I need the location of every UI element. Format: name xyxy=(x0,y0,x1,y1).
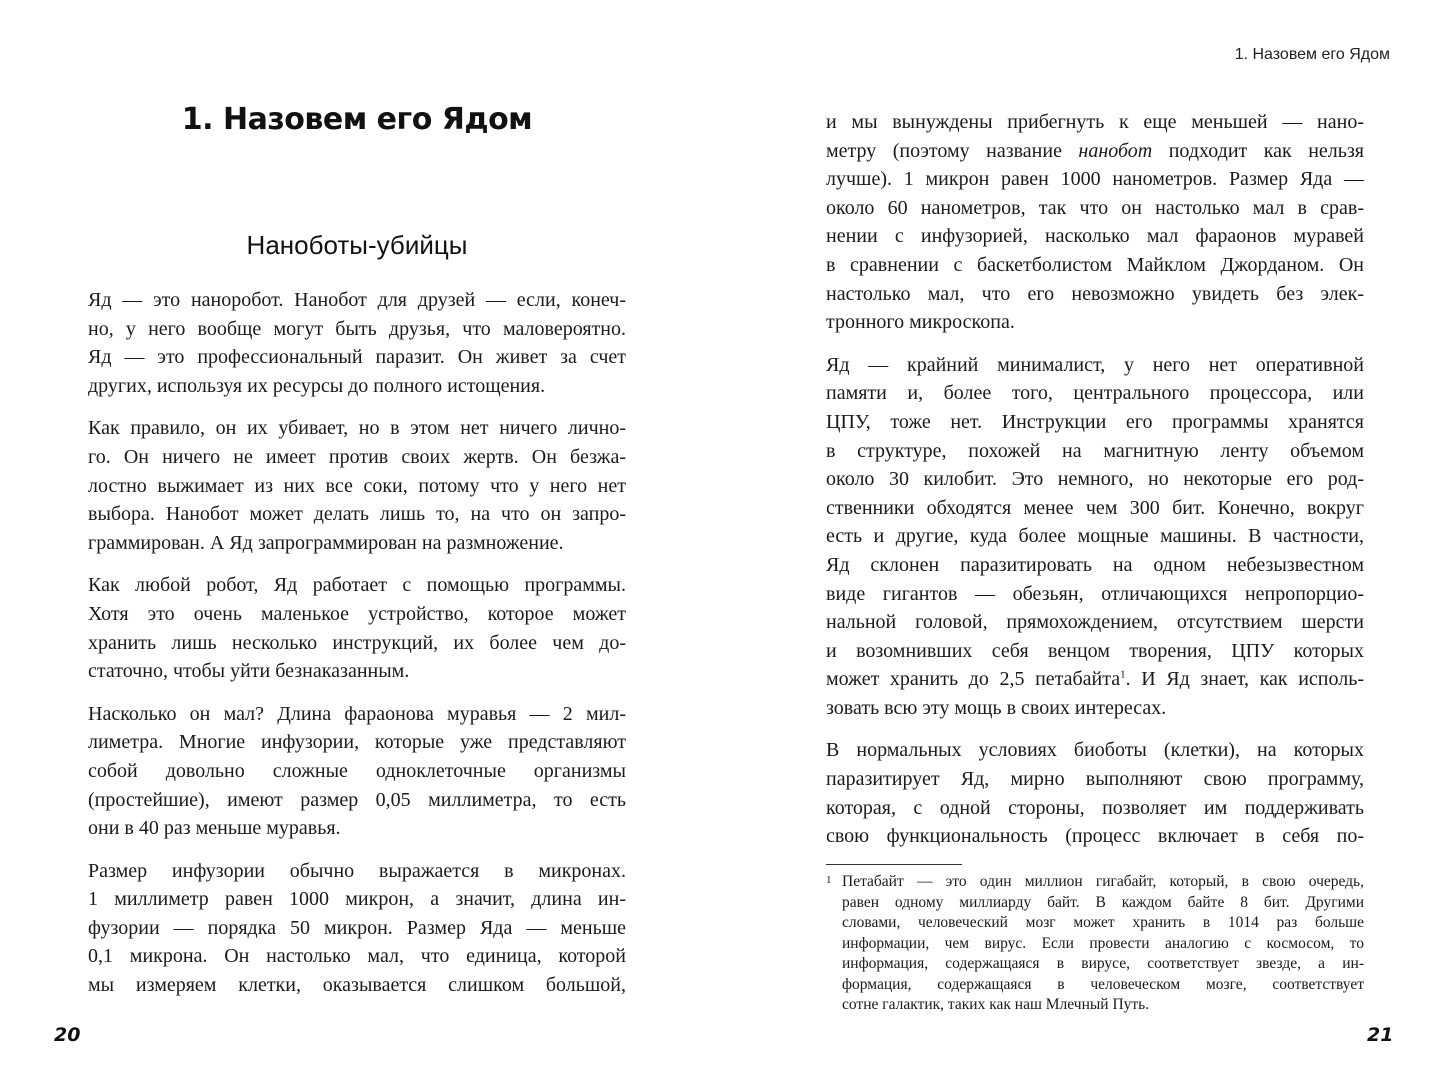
text-line: Хотя это очень маленькое устройство, которое может xyxy=(88,602,626,625)
text-line: мы измеряем клетки, оказывается слишком большой, xyxy=(88,974,626,997)
text-line: Яд — крайний минималист, у него нет оперативной xyxy=(826,353,1364,376)
text-line xyxy=(826,137,1364,166)
text-line: тронного микроскопа. xyxy=(826,311,1015,334)
footnote-line: Петабайт — это один миллион гигабайт, который, в свою очередь, xyxy=(842,873,1364,890)
text-line: 1 миллиметр равен 1000 микрон, а значит, длина ин- xyxy=(88,888,626,911)
text-line: есть и другие, куда более мощные машины. В частности, xyxy=(826,525,1364,548)
text-line: Насколько он мал? Длина фараонова муравья — 2 мил- xyxy=(88,702,626,725)
text-line: ственники обходятся менее чем 300 бит. Конечно, вокруг xyxy=(826,496,1364,519)
text-line: выбора. Нанобот может делать лишь то, на что он запро- xyxy=(88,503,626,526)
running-head: 1. Назовем его Ядом xyxy=(1234,46,1390,63)
paragraph xyxy=(88,286,626,400)
text-line: и мы вынуждены прибегнуть к еще меньшей — нано- xyxy=(826,111,1364,133)
left-body-text xyxy=(88,286,626,1014)
text-line: они в 40 раз меньше муравья. xyxy=(88,817,341,840)
paragraph xyxy=(88,857,626,1000)
text-line: но, у него вообще могут быть друзья, что маловероятно. xyxy=(88,317,626,340)
text-fragment: метру (поэтому название xyxy=(826,139,1079,162)
footnote-line: словами, человеческий мозг может хранить в 1014 раз больше xyxy=(842,914,1364,931)
text-line: в структуре, похожей на магнитную ленту объемом xyxy=(826,439,1364,462)
paragraph xyxy=(88,414,626,557)
text-line: В нормальных условиях биоботы (клетки), на которых xyxy=(826,739,1364,762)
text-line: памяти и, более того, центрального процессора, или xyxy=(826,382,1364,405)
footnote-line: информация, содержащаяся в вирусе, соответствует звезде, а ин- xyxy=(842,955,1364,972)
text-line: Яд — это профессиональный паразит. Он живет за счет xyxy=(88,346,626,369)
text-line: Яд — это наноробот. Нанобот для друзей — если, конеч- xyxy=(88,289,626,311)
footnote-line: сотне галактик, таких как наш Млечный Путь. xyxy=(842,996,1150,1013)
right-page xyxy=(727,0,1454,1080)
text-line: Яд склонен паразитировать на одном небезызвестном xyxy=(826,553,1364,576)
paragraph-lines xyxy=(826,736,1364,850)
text-line: других, используя их ресурсы до полного истощения. xyxy=(88,374,546,397)
footnote-rule xyxy=(826,864,962,865)
paragraph xyxy=(826,108,1364,337)
footnote-line: равен одному миллиарду байт. В каждом байте 8 бит. Другими xyxy=(842,893,1364,911)
text-line: и возомнивших себя венцом творения, ЦПУ которых xyxy=(826,639,1364,662)
footnote-line: информации, чем вирус. Если провести аналогию с космосом, то xyxy=(842,934,1364,952)
text-line: зовать всю эту мощь в своих интересах. xyxy=(826,696,1167,719)
text-line: свою функциональность (процесс включает в себя по- xyxy=(826,825,1364,848)
text-line: в сравнении с баскетболистом Майклом Джорданом. Он xyxy=(826,253,1364,276)
text-line: (простейшие), имеют размер 0,05 миллиметра, то есть xyxy=(88,788,626,811)
footnote-mark: 1 xyxy=(826,874,832,886)
text-line: Как правило, он их убивает, но в этом нет ничего лично- xyxy=(88,417,626,440)
footnote-reference[interactable]: 1 xyxy=(1120,668,1126,681)
paragraph xyxy=(88,700,626,843)
text-line: которая, с одной стороны, позволяет им поддерживать xyxy=(826,796,1364,819)
text-line: граммирован. А Яд запрограммирован на размножение. xyxy=(88,531,564,554)
text-line: нальной головой, прямохождением, отсутствием шерсти xyxy=(826,611,1364,634)
text-line: собой довольно сложные одноклеточные организмы xyxy=(88,759,626,782)
paragraph xyxy=(826,351,1364,723)
page-number-right: 21 xyxy=(1367,1024,1394,1046)
paragraph-lines xyxy=(826,165,1364,337)
text-line: лостно выжимает из них все соки, потому что у него нет xyxy=(88,474,626,497)
text-line: около 30 килобит. Это немного, но некоторые его род- xyxy=(826,468,1364,491)
text-fragment: . И Яд знает, как исполь- xyxy=(1125,668,1365,691)
text-line: ЦПУ, тоже нет. Инструкции его программы хранятся xyxy=(826,410,1364,433)
text-line: 0,1 микрона. Он настолько мал, что единица, которой xyxy=(88,945,626,968)
text-line: го. Он ничего не имеет против своих жертв. Он безжа- xyxy=(88,445,626,468)
text-fragment: может хранить до 2,5 петабайта xyxy=(826,668,1121,691)
footnote-text xyxy=(842,872,1364,1016)
text-line: хранить лишь несколько инструкций, их более чем до- xyxy=(88,631,626,654)
text-line: виде гигантов — обезьян, отличающихся непропорцио- xyxy=(826,582,1364,605)
text-line: лучше). 1 микрон равен 1000 нанометров. Размер Яда — xyxy=(826,168,1364,191)
text-line: Размер инфузории обычно выражается в микронах. xyxy=(88,859,626,882)
text-line: паразитирует Яд, мирно выполняют свою программу, xyxy=(826,768,1364,791)
chapter-title: 1. Назовем его Ядом xyxy=(181,102,533,137)
italic-term: нанобот xyxy=(1078,139,1153,162)
paragraph xyxy=(88,571,626,685)
footnote-line: формация, содержащаяся в человеческом мозге, соответствует xyxy=(842,975,1364,993)
text-line: настолько мал, что его невозможно увидеть без элек- xyxy=(826,282,1364,305)
paragraph xyxy=(826,736,1364,850)
text-line: Как любой робот, Яд работает с помощью программы. xyxy=(88,574,626,597)
text-line: нении с инфузорией, насколько мал фараонов муравей xyxy=(826,225,1364,248)
paragraph-lines xyxy=(826,351,1364,666)
page-number-left: 20 xyxy=(54,1024,81,1046)
text-line xyxy=(826,665,1364,694)
right-body-text xyxy=(826,108,1364,865)
text-line: статочно, чтобы уйти безнаказанным. xyxy=(88,660,410,683)
text-fragment: подходит как нельзя xyxy=(1152,139,1364,162)
footnote xyxy=(826,872,1364,1016)
text-line: фузории — порядка 50 микрон. Размер Яда — меньше xyxy=(88,916,626,939)
section-title: Наноботы-убийцы xyxy=(246,230,468,260)
text-line: около 60 нанометров, так что он настолько мал в срав- xyxy=(826,196,1364,219)
text-line: лиметра. Многие инфузории, которые уже представляют xyxy=(88,731,626,754)
